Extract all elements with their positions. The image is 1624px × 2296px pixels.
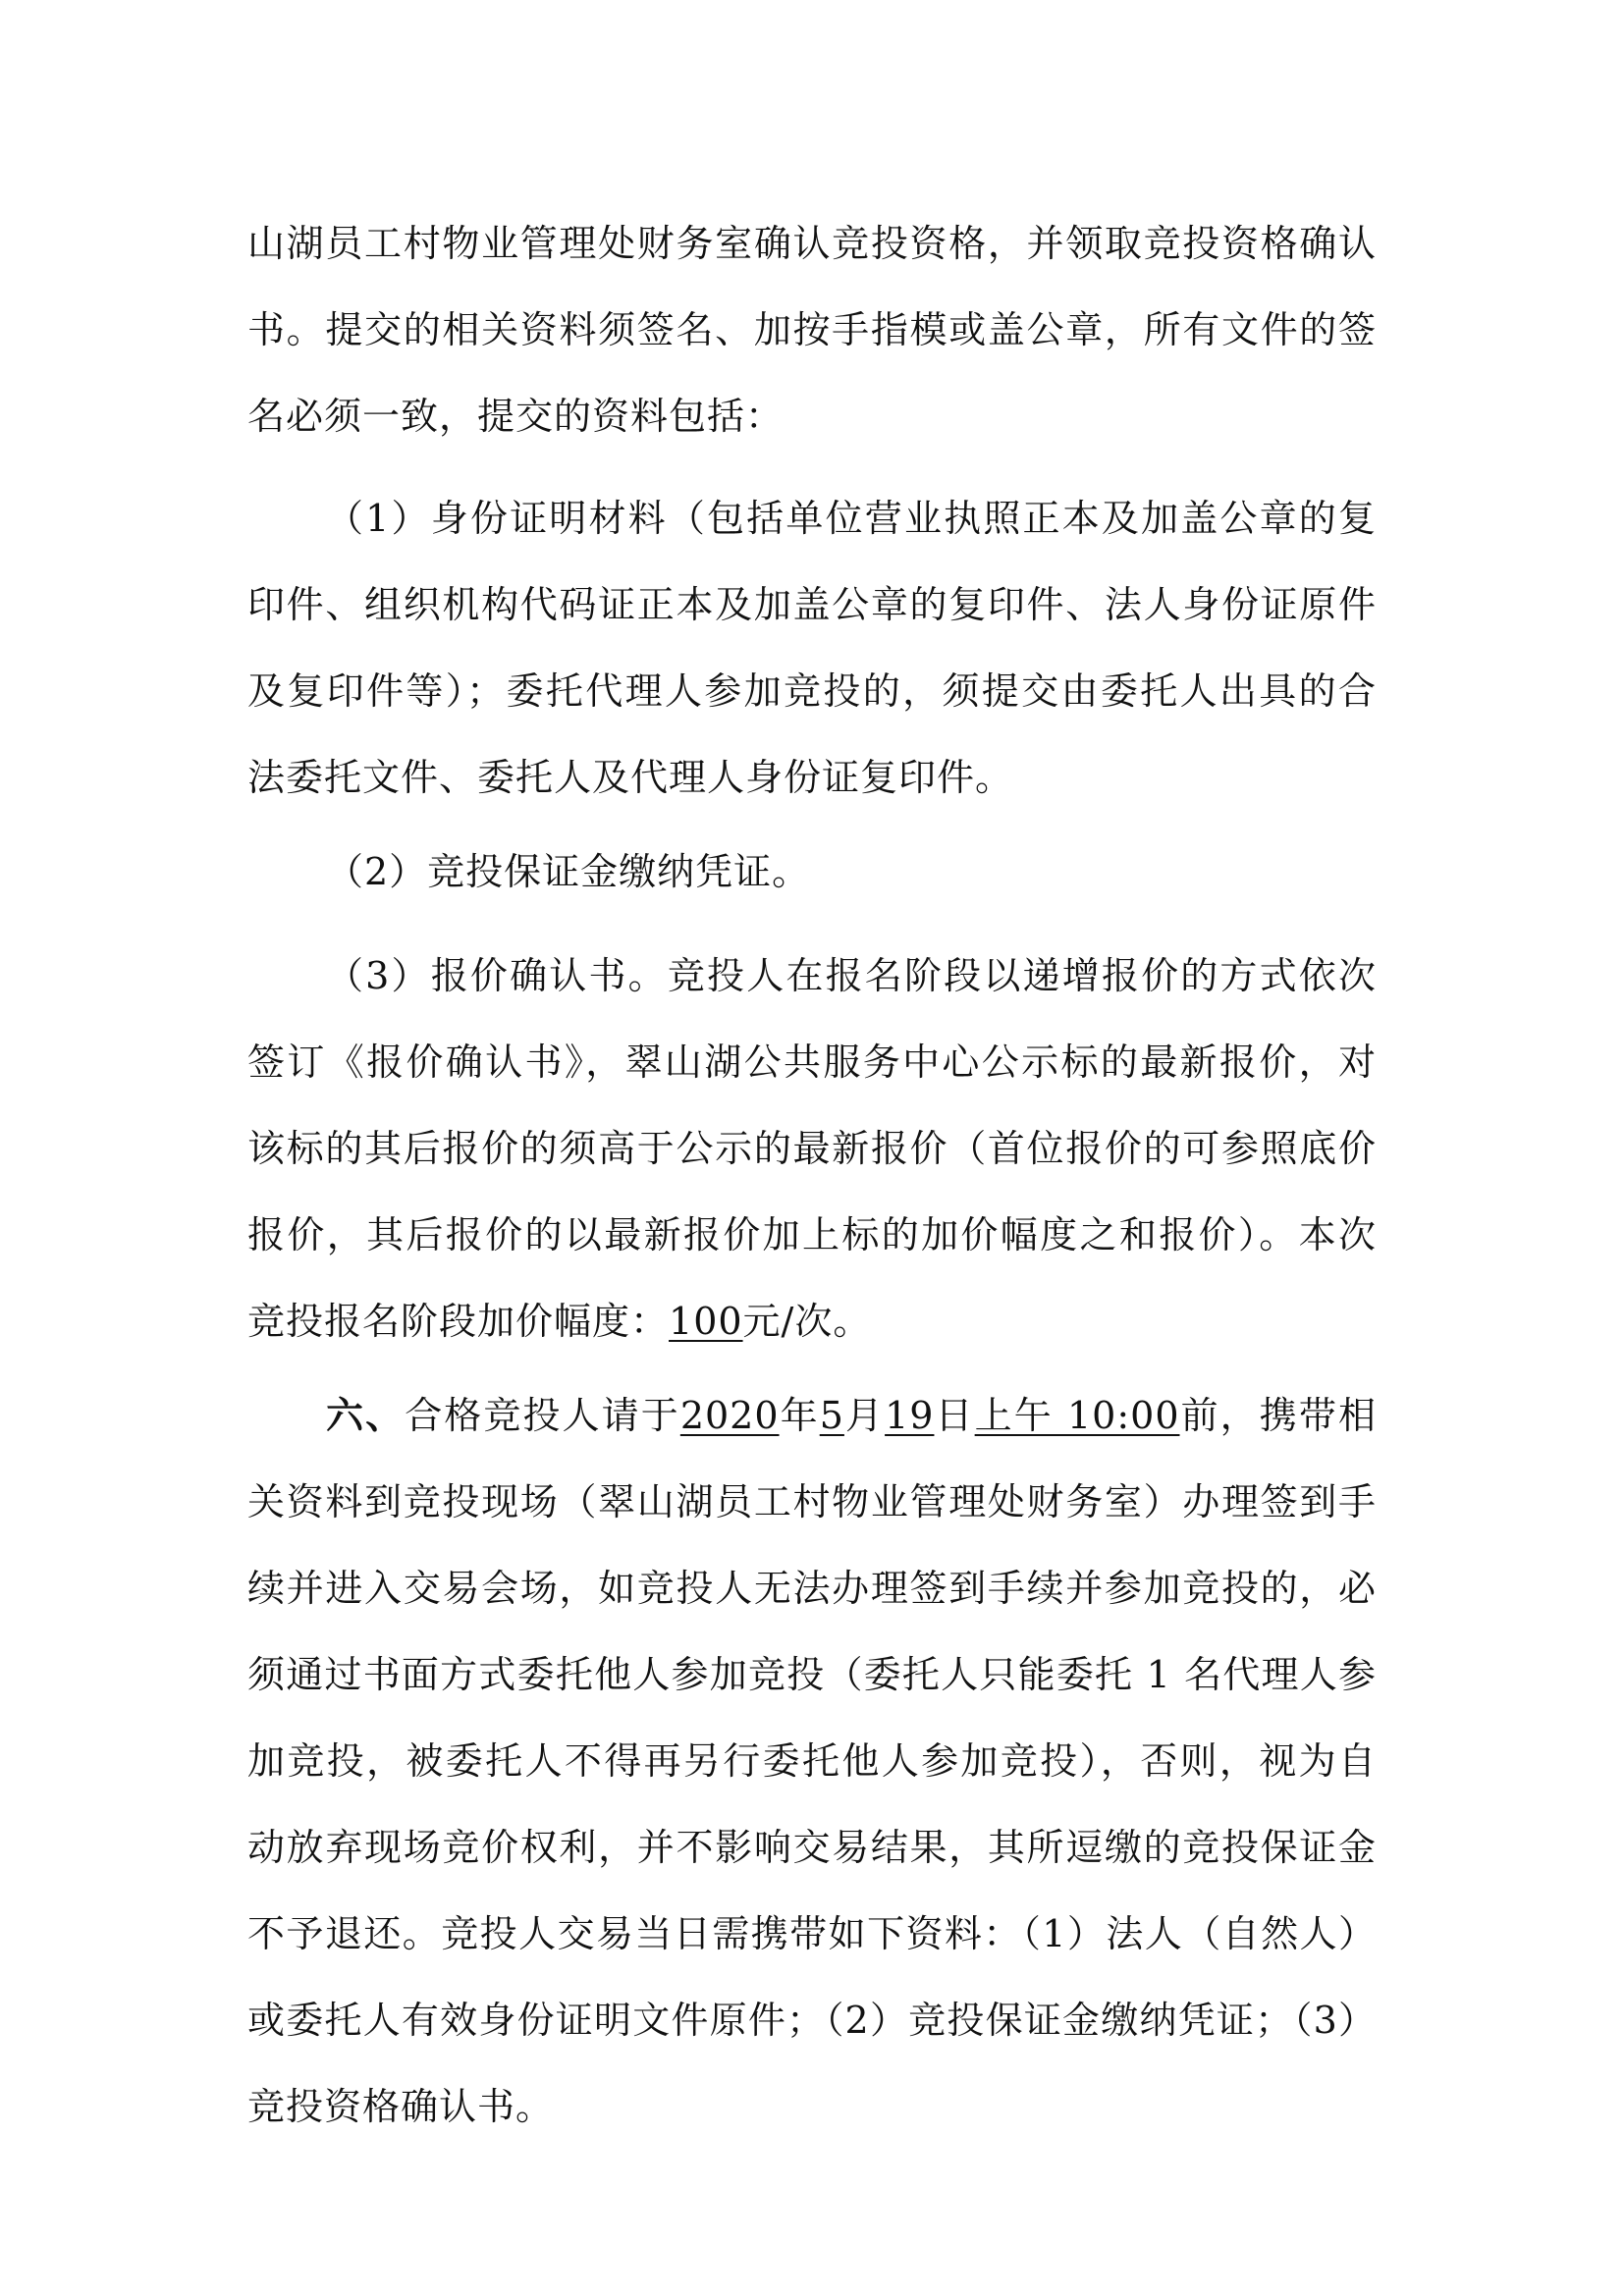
date-year: 2020 [679,1394,780,1437]
price-increment-amount: 100 [669,1300,743,1343]
paragraph-item-2: （2）竞投保证金缴纳凭证。 [326,850,811,893]
time: 上午 10:00 [974,1394,1180,1437]
paragraph-section-6 [247,1372,1377,2150]
price-increment-unit: 元/次。 [742,1300,872,1343]
section-6-text-1: 合格竞投人请于 [405,1394,680,1437]
section-6-text-2: 年 [779,1394,820,1437]
item-3-text: （3）报价确认书。竞投人在报名阶段以递增报价的方式依次签订《报价确认书》，翠山湖公共服务中心公示标的最新报价，对该标的其后报价的须高于公示的最新报价（首位报价的可参照底价报价，其后报价的以最新报价加上标的加价幅度之和报价）。本次竞投报名阶段加价幅度： [247,954,1377,1343]
date-day: 19 [885,1394,935,1437]
section-6-label: 六、 [326,1393,406,1437]
date-month: 5 [819,1394,844,1437]
paragraph-item-3 [247,933,1377,1364]
paragraph-item-1: （1）身份证明材料（包括单位营业执照正本及加盖公章的复印件、组织机构代码证正本及加盖公章的复印件、法人身份证原件及复印件等）；委托代理人参加竞投的，须提交由委托人出具的合法委托文件、委托人及代理人身份证复印件。 [247,497,1377,799]
paragraph-intro: 山湖员工村物业管理处财务室确认竞投资格，并领取竞投资格确认书。提交的相关资料须签名、加按手指模或盖公章，所有文件的签名必须一致，提交的资料包括： [247,222,1377,438]
section-6-text-4: 日 [934,1394,975,1437]
section-6-text-5: 前，携带相关资料到竞投现场（翠山湖员工村物业管理处财务室）办理签到手续并进入交易会场，如竞投人无法办理签到手续并参加竞投的，必须通过书面方式委托他人参加竞投（委托人只能委托 1 名代理人参加竞投，被委托人不得再另行委托他人参加竞投），否则，视为自动放弃现场竞价权利，并不影响交易结果，其所逗缴的竞投保证金不予退还。竞投人交易当日需携带如下资料：（1）法人（自然人）或委托人有效身份证明文件原件；（2）竞投保证金缴纳凭证；（3）竞投资格确认书。 [247,1394,1377,2128]
section-6-text-3: 月 [843,1394,886,1437]
